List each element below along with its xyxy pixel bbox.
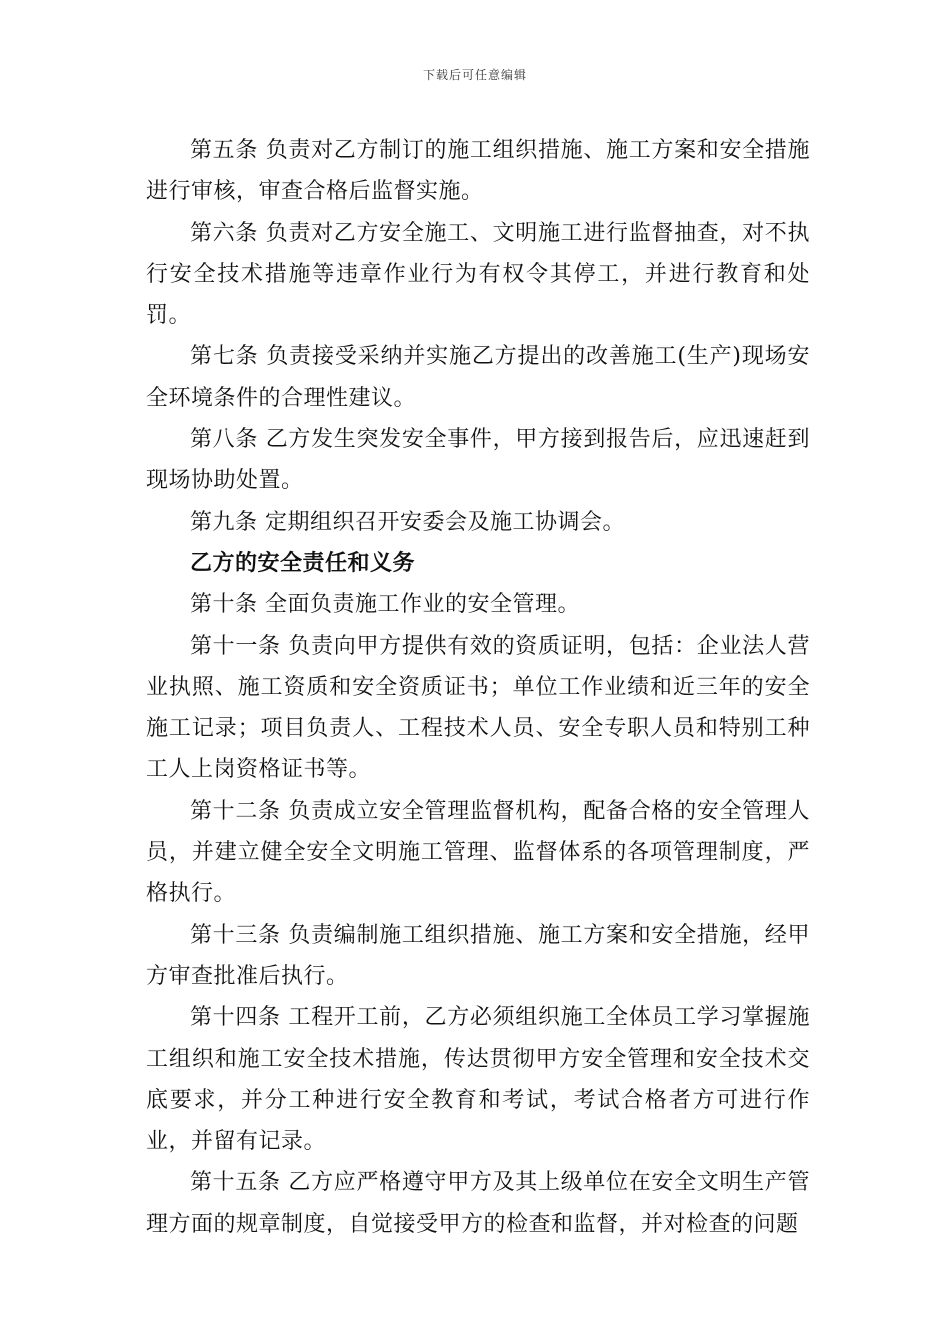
page-header-note: 下载后可任意编辑 (422, 68, 527, 82)
article-8: 第八条 乙方发生突发安全事件，甲方接到报告后，应迅速赶到现场协助处置。 (146, 427, 810, 494)
article-7: 第七条 负责接受采纳并实施乙方提出的改善施工(生产)现场安全环境条件的合理性建议。 (146, 344, 810, 411)
article-13: 第十三条 负责编制施工组织措施、施工方案和安全措施，经甲方审查批准后执行。 (146, 922, 810, 989)
article-11: 第十一条 负责向甲方提供有效的资质证明，包括：企业法人营业执照、施工资质和安全资质证书；单位工作业绩和近三年的安全施工记录；项目负责人、工程技术人员、安全专职人员和特别工种工人上岗资格证书等。 (146, 633, 810, 783)
article-10: 第十条 全面负责施工作业的安全管理。 (190, 592, 580, 618)
section-heading: 乙方的安全责任和义务 (190, 549, 416, 576)
article-14: 第十四条 工程开工前，乙方必须组织施工全体员工学习掌握施工组织和施工安全技术措施，传达贯彻甲方安全管理和安全技术交底要求，并分工种进行安全教育和考试，考试合格者方可进行作业，并留有记录。 (146, 1005, 810, 1155)
article-6: 第六条 负责对乙方安全施工、文明施工进行监督抽查，对不执行安全技术措施等违章作业行为有权令其停工，并进行教育和处罚。 (146, 220, 810, 329)
article-12: 第十二条 负责成立安全管理监督机构，配备合格的安全管理人员，并建立健全安全文明施工管理、监督体系的各项管理制度，严格执行。 (146, 798, 810, 907)
document-body (146, 130, 810, 1245)
article-5: 第五条 负责对乙方制订的施工组织措施、施工方案和安全措施进行审核，审查合格后监督实施。 (146, 138, 810, 205)
article-15: 第十五条 乙方应严格遵守甲方及其上级单位在安全文明生产管理方面的规章制度，自觉接受甲方的检查和监督，并对检查的问题 (146, 1170, 810, 1237)
article-9: 第九条 定期组织召开安委会及施工协调会。 (190, 509, 625, 535)
